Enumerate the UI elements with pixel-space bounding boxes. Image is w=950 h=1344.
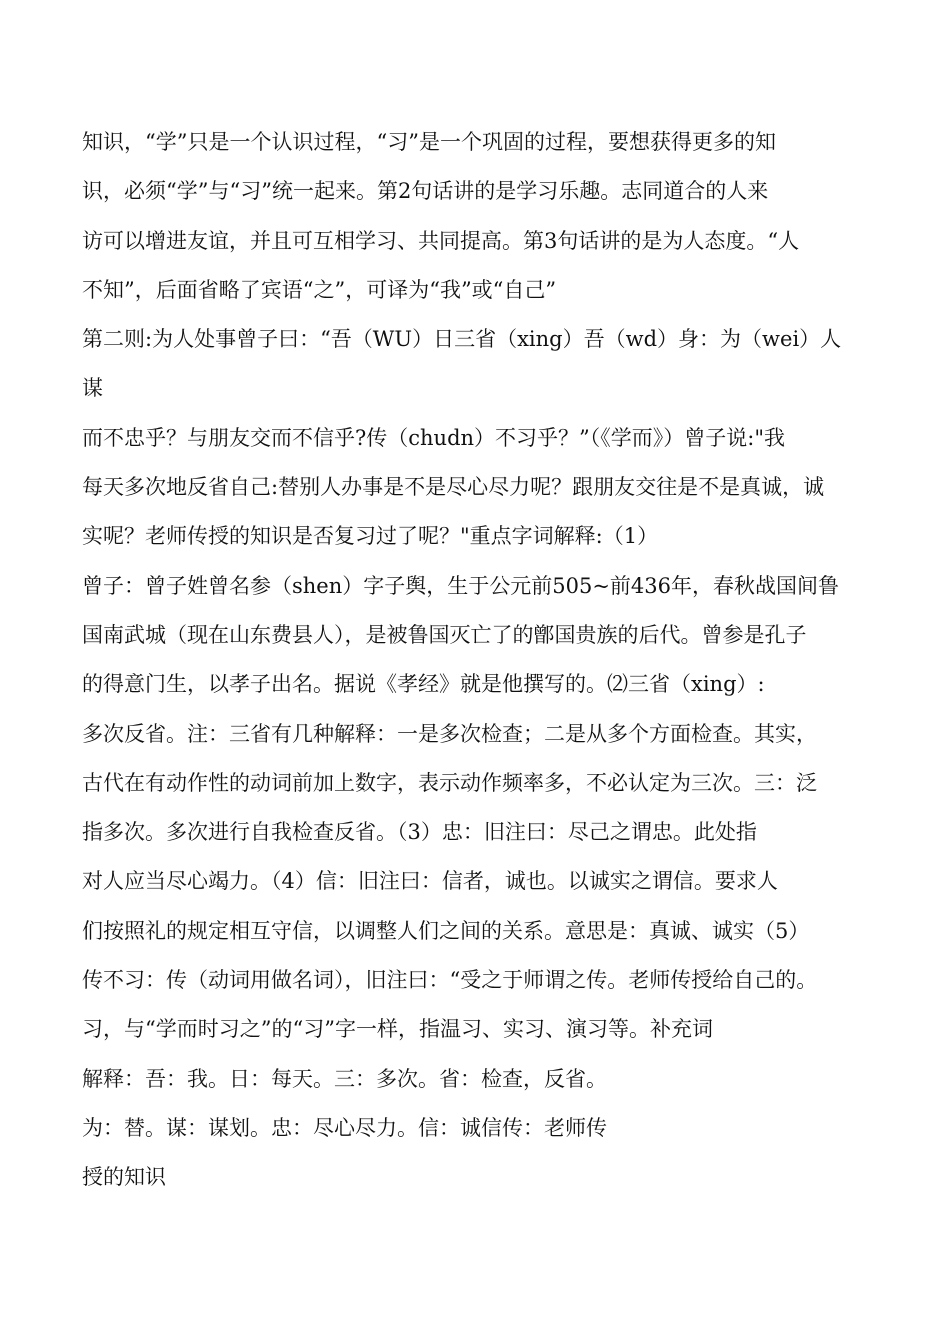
text-line: 多次反省。注：三省有几种解释：一是多次检查；二是从多个方面检查。其实， bbox=[82, 721, 817, 746]
text-line: 对人应当尽心竭力。（4）信：旧注曰：信者，诚也。以诚实之谓信。要求人 bbox=[82, 869, 778, 894]
text-line: 国南武城（现在山东费县人），是被鲁国灭亡了的鄫国贵族的后代。曾参是孔子 bbox=[82, 622, 807, 647]
text-line: 实呢？老师传授的知识是否复习过了呢？"重点字词解释:（1） bbox=[82, 524, 659, 549]
text-line: 习，与“学而时习之”的“习”字一样，指温习、实习、演习等。补充词 bbox=[82, 1017, 713, 1042]
text-line: 古代在有动作性的动词前加上数字，表示动作频率多，不必认定为三次。三：泛 bbox=[82, 770, 817, 795]
text-line: 传不习：传（动词用做名词），旧注曰：“受之于师谓之传。老师传授给自己的。 bbox=[82, 968, 818, 993]
text-line: 指多次。多次进行自我检查反省。（3）忠：旧注曰：尽己之谓忠。此处指 bbox=[82, 820, 757, 845]
text-line: 访可以增进友谊，并且可互相学习、共同提高。第3句话讲的是为人态度。“人 bbox=[82, 228, 800, 253]
text-line: 谋 bbox=[82, 376, 103, 401]
text-line: 的得意门生，以孝子出名。据说《孝经》就是他撰写的。⑵三省（xing）: bbox=[82, 672, 765, 697]
text-line: 第二则:为人处事曾子曰：“吾（WU）日三省（xing）吾（wd）身：为（wei）人 bbox=[82, 327, 842, 352]
text-line: 授的知识 bbox=[82, 1165, 166, 1190]
text-line: 而不忠乎？与朋友交而不信乎?传（chudn）不习乎？”（《学而》）曾子说:"我 bbox=[82, 425, 786, 450]
text-line: 曾子：曾子姓曾名参（shen）字子舆，生于公元前505~前436年，春秋战国间鲁 bbox=[82, 573, 840, 598]
text-line: 解释：吾：我。日：每天。三：多次。省：检查，反省。 bbox=[82, 1066, 607, 1091]
text-line: 知识，“学”只是一个认识过程，“习”是一个巩固的过程，要想获得更多的知 bbox=[82, 130, 776, 154]
text-line: 为：替。谋：谋划。忠：尽心尽力。信：诚信传：老师传 bbox=[82, 1115, 607, 1140]
text-line: 不知”，后面省略了宾语“之”，可译为“我”或“自己” bbox=[82, 277, 557, 302]
text-line: 们按照礼的规定相互守信，以调整人们之间的关系。意思是：真诚、诚实（5） bbox=[82, 918, 810, 943]
text-line: 每天多次地反省自己:替别人办事是不是尽心尽力呢？跟朋友交往是不是真诚，诚 bbox=[82, 475, 825, 500]
document-text bbox=[82, 118, 912, 1203]
text-line: 识，必须“学”与“习”统一起来。第2句话讲的是学习乐趣。志同道合的人来 bbox=[82, 179, 769, 204]
